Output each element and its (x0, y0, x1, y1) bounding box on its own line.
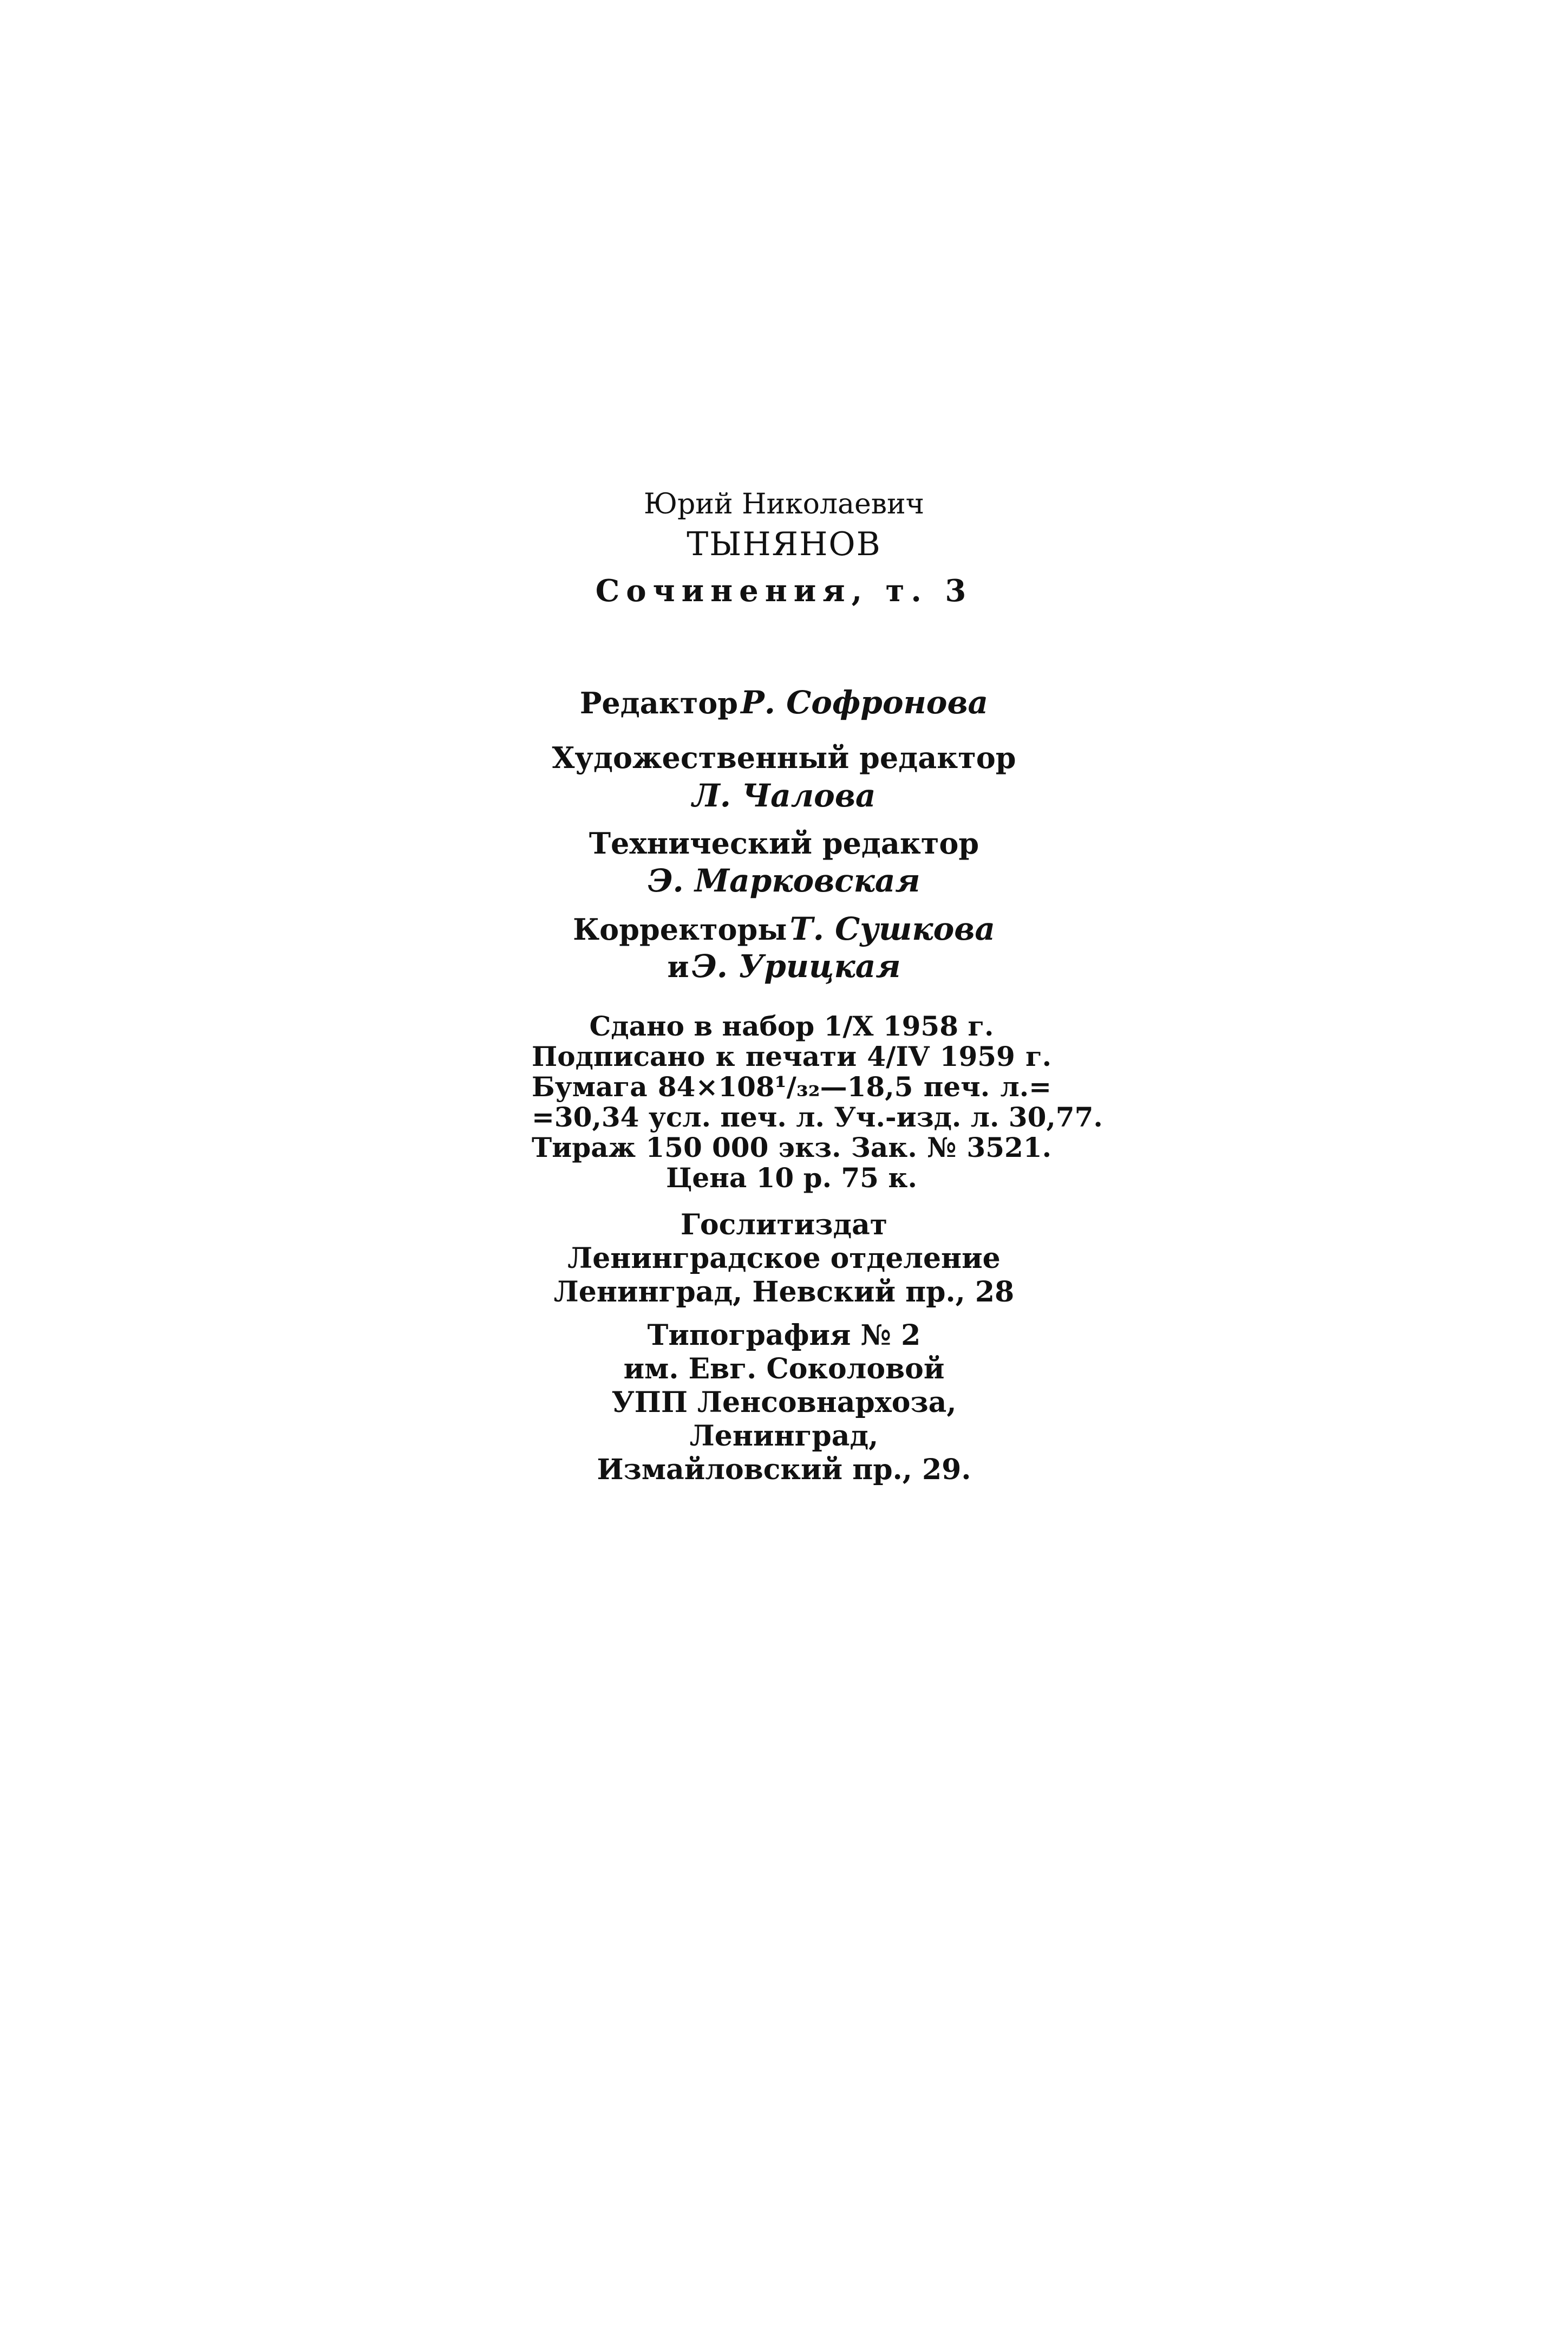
printing-line-4: =30,34 усл. печ. л. Уч.-изд. л. 30,77. (532, 1101, 1103, 1133)
author-surname: ТЫНЯНОВ (687, 525, 881, 563)
editor-credit (0, 684, 1568, 721)
printing-line-1: Сдано в набор 1/X 1958 г. (589, 1010, 994, 1042)
publisher-block (0, 1208, 1568, 1309)
tech-editor-name: Э. Марковская (648, 862, 920, 899)
art-editor-role: Художественный редактор (552, 740, 1016, 775)
proofreaders-and: и (667, 949, 689, 984)
proofreader-1: Т. Сушкова (789, 910, 995, 947)
printer-block (0, 1319, 1568, 1486)
art-editor-name-block (0, 777, 1568, 814)
proofreader-2: Э. Урицкая (691, 948, 901, 985)
printing-details (532, 1010, 1103, 1194)
printer-organization: УПП Ленсовнархоза, (611, 1386, 957, 1419)
editor-role: Редактор (579, 686, 739, 720)
proofreaders-block (0, 910, 1568, 947)
printing-line-2: Подписано к печати 4/IV 1959 г. (532, 1040, 1051, 1072)
author-block (0, 490, 1568, 518)
author-surname-block (0, 525, 1568, 563)
printing-line-5: Тираж 150 000 экз. Зак. № 3521. (532, 1131, 1051, 1163)
tech-editor-role-block (0, 826, 1568, 861)
printer-city: Ленинград, (689, 1420, 879, 1453)
tech-editor-role: Технический редактор (589, 826, 979, 861)
publisher-address: Ленинград, Невский пр., 28 (553, 1275, 1015, 1309)
printer-named-after: им. Евг. Соколовой (623, 1352, 945, 1385)
author-first-names: Юрий Николаевич (643, 488, 925, 520)
printing-line-3: Бумага 84×108¹/₃₂—18,5 печ. л.= (532, 1071, 1051, 1103)
printing-line-6: Цена 10 р. 75 к. (666, 1162, 917, 1194)
publisher-name: Гослитиздат (680, 1208, 888, 1241)
proofreaders-role: Корректоры (573, 912, 787, 947)
publisher-division: Ленинградское отделение (567, 1242, 1001, 1275)
work-title-block (0, 573, 1568, 609)
proofreaders-second-block (0, 948, 1568, 985)
editor-name: Р. Софронова (741, 684, 989, 721)
printer-name: Типография № 2 (647, 1319, 921, 1352)
art-editor-name: Л. Чалова (692, 777, 876, 814)
tech-editor-name-block (0, 862, 1568, 899)
work-title: Сочинения, т. 3 (595, 573, 973, 609)
printer-address: Измайловский пр., 29. (597, 1453, 971, 1486)
art-editor-role-block (0, 740, 1568, 775)
